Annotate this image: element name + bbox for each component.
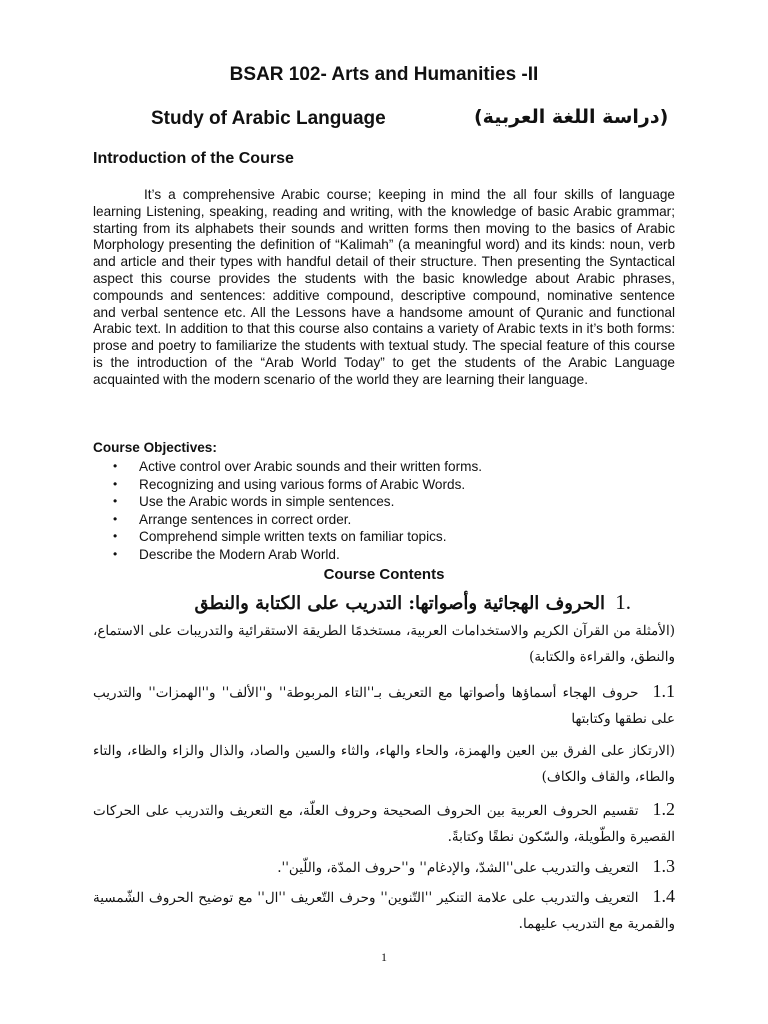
item-1-2: 1.2تقسيم الحروف العربية بين الحروف الصحيحة وحروف العلّة، مع التعريف والتدريب على الحركات القصيرة والطّويلة، والسّكون نطقًا وكتابةً.	[93, 799, 675, 845]
objectives-list	[93, 458, 693, 564]
list-item: • Arrange sentences in correct order.	[113, 511, 352, 527]
item-number: 1.1	[652, 681, 675, 701]
item-1-1-note: (الارتكاز على الفرق بين العين والهمزة، والحاء والهاء، والثاء والسين والصاد، والذال والزاء والظاء، والتاء والطاء، والقاف والكاف)	[93, 743, 675, 785]
list-item: • Comprehend simple written texts on familiar topics.	[113, 529, 447, 545]
introduction-paragraph: It’s a comprehensive Arabic course; keeping in mind the all four skills of language learning Listening, speaking, reading and writing, with the knowledge of basic Arabic grammar; starting from its alphabets their sounds and written forms then moving to the basics of Arabic Morphology presenting the definition of “Kalimah” (a meaningful word) and its kinds: noun, verb and article and their types with handful detail of their structure. Then presenting the Syntactical aspect this course provides the students with the basic knowledge about Arabic phrases, compounds and sentences: additive compound, descriptive compound, nominative sentence and verbal sentence etc. All the Lessons have a handsome amount of Quranic and functional Arabic text. In addition to that this course also contains a variety of Arabic texts in it’s both forms: prose and poetry to familiarize the students with textual study. The special feature of this course is the introduction of the “Arab World Today” to get the students of the Arabic Language acquainted with the modern scenario of the world they are learning their language.	[93, 187, 675, 387]
bullet-icon: •	[113, 476, 118, 491]
document-title: BSAR 102- Arts and Humanities -II	[229, 64, 539, 85]
section-1-note: (الأمثلة من القرآن الكريم والاستخدامات العربية، مستخدمًا الطريقة الاستقرائية والتدريبات على الاستماع، والنطق، والقراءة والكتابة)	[93, 623, 675, 665]
subtitle-english: Study of Arabic Language	[151, 108, 386, 129]
bullet-icon: •	[113, 459, 118, 473]
list-item: • Recognizing and using various forms of Arabic Words.	[113, 476, 466, 492]
item-1-4: 1.4التعريف والتدريب على علامة التنكير ''التّنوين'' وحرف التّعريف ''ال'' مع توضيح الحروف الشّمسية والقمرية مع التدريب عليهما.	[93, 886, 675, 932]
item-1-3: 1.3التعريف والتدريب على''الشدّ، والإدغام'' و''حروف المدّة، واللّين''.	[277, 856, 675, 876]
list-item: • Use the Arabic words in simple sentences.	[113, 494, 395, 510]
bullet-icon: •	[113, 529, 118, 544]
bullet-icon: •	[113, 546, 118, 561]
list-item: • Describe the Modern Arab World.	[113, 546, 340, 562]
objectives-heading: Course Objectives:	[93, 440, 217, 455]
item-1-1: 1.1حروف الهجاء أسماؤها وأصواتها مع التعريف بـ''التاء المربوطة'' و''الألف'' و''الهمزات'' والتدريب على نطقها وكتابتها	[93, 681, 675, 727]
bullet-icon: •	[113, 511, 118, 526]
item-number: 1.4	[652, 886, 675, 906]
section-number: 1.	[615, 590, 631, 614]
list-item: • Active control over Arabic sounds and their written forms.	[113, 459, 483, 474]
item-number: 1.3	[652, 856, 675, 876]
page-number: 1	[381, 950, 387, 964]
section-1-title: 1. الحروف الهجائية وأصواتها: التدريب على الكتابة والنطق	[194, 590, 631, 614]
contents-heading: Course Contents	[323, 566, 445, 583]
introduction-heading: Introduction of the Course	[93, 150, 294, 167]
item-number: 1.2	[652, 799, 675, 819]
subtitle-arabic: (دراسة اللغة العربية)	[474, 106, 669, 128]
bullet-icon: •	[113, 494, 118, 509]
